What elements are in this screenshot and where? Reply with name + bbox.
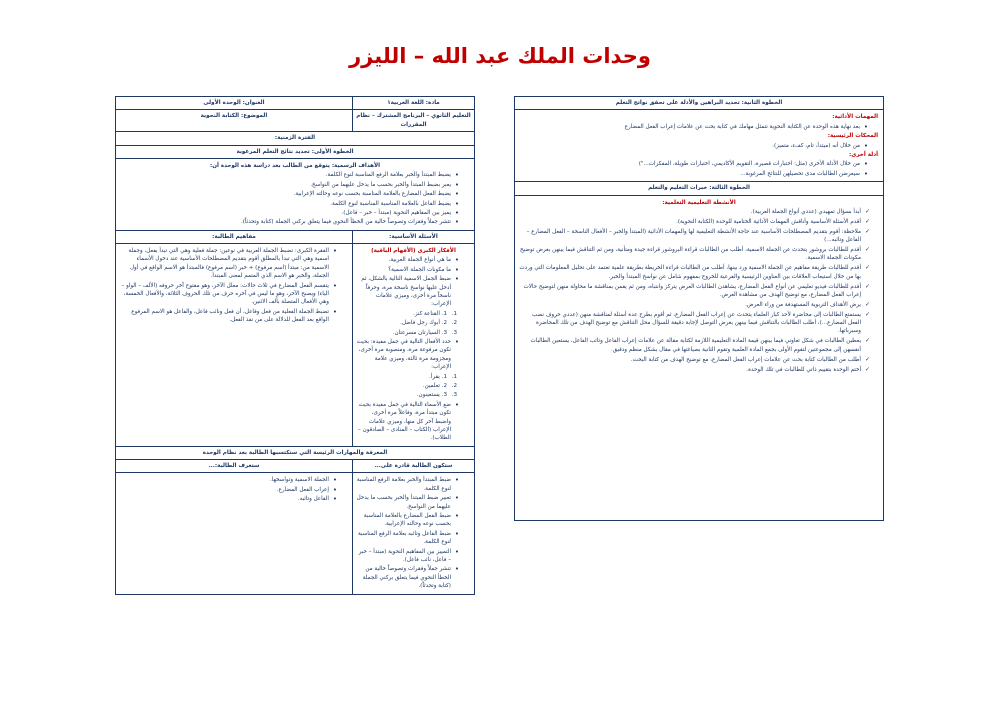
skills-header: المعرفة والمهارات الرئيسة التي ستكتسبها الطالبة بعد نظام الوحدة	[116, 446, 475, 459]
table-row	[116, 158, 475, 230]
skills-left-list	[356, 476, 459, 590]
table-row	[116, 473, 475, 594]
list-item: • يميز بين المفاهيم النحوية (مبتدأ – خبر – فاعل).	[119, 209, 459, 217]
list-item: ✓ أقدم الأسئلة الأساسية وأناقش المهمات الأدائية الختامية للوحدة (الكتابة النحوية).	[518, 218, 870, 226]
skills-right-list	[119, 476, 337, 503]
list-item: ✓ يعطين الطالبات في شكل تعاوني فيما بينهن قيمة المادة التعليمية اللازمة لكتابة مقالة عن علامات إعراب الفاعل وتائب الفاعل، يستعين الطالبات أنفسهن إلى مجموعتين لتقوم الأولى بجمع المادة العلمية وتقوم الثانية بصياغتها في مقال بشكل منظم ودقيق.	[518, 337, 870, 354]
list-item: • يضبط الفعل المضارع بالعلامة المناسبة بحسب نوعه وحالته الإعرابية.	[119, 190, 459, 198]
list-item: ✓ أبدأ بسؤال تمهيدي (عددي أنواع الجملة العربية).	[518, 208, 870, 216]
table-row	[116, 244, 475, 447]
list-item: • إعراب الفعل المضارع.	[119, 486, 337, 494]
student-concepts-list	[119, 247, 337, 325]
table-row	[515, 195, 884, 520]
table-row	[116, 145, 475, 158]
activities-header: الأنشطة التعليمية التعلمية:	[662, 199, 736, 206]
essential-questions-subheader: الأفكار الكبرى (الأفهام الباقية)	[371, 248, 456, 255]
list-item: 1. يقرأ.	[429, 373, 447, 380]
essential-questions-numbered-b	[356, 373, 457, 400]
list-item: • من خلال الأدلة الأخرى (مثل: اختبارات قصيرة، التقويم الأكاديمي، اختبارات طويلة، المفكرات...")	[518, 160, 868, 168]
table-row	[515, 110, 884, 182]
tasks-cell	[515, 110, 884, 182]
essential-questions-cell	[352, 244, 474, 447]
table-row	[515, 97, 884, 110]
list-item: • يعبر بضبط المبتدأ والخبر بحسب ما يدخل عليهما من النواسخ.	[119, 181, 459, 189]
skills-right-header: ستعرف الطالبة:...	[116, 460, 353, 473]
list-item: • الفقرة الكبرى: تضبط الجملة العربية في نوعين: جملة فعلية وهي التي تبدأ بفعل، وجملة اسمية وهي التي تبدأ بالمطلق أقوم بتقديم المصطلحات الأساسية عند دخول الأسماء الاسمية من: مبتدأ (اسم مرفوع) + خبر (اسم مرفوع) فالمبتدأ هو الاسم الواقع في أول الجملة، والخبر هو الاسم الذي المتمم لمعنى المبتدأ.	[119, 247, 337, 281]
list-item: ✓ أطلب من الطالبات كتابة بحث عن علامات إعراب الفعل المضارع، مع توضيح الهدف من كتابة البحث.	[518, 356, 870, 364]
goals-list	[119, 171, 459, 226]
goals-header: الأهداف الرسمية: يتوقع من الطالب بعد دراسة هذه الوحدة أن:	[209, 162, 381, 169]
list-item: • التمييز بين المفاهيم النحوية (مبتدأ – خبر – فاعل، نائب فاعل).	[356, 548, 459, 565]
table-row	[116, 97, 475, 110]
essential-questions-list	[356, 256, 459, 308]
subject-cell: مادة: اللغة العربية١	[352, 97, 474, 110]
list-item: 2. أبوك رجل فاضل.	[400, 320, 447, 327]
list-item: 2. تعلمين.	[422, 382, 447, 389]
list-item: ✓ يرض الأهداف التربوية المستهدفة من وراء العرض.	[518, 301, 870, 309]
list-item: • تتشر جملاً وفقرات وتصوصاً خالية من الخطأ النحوي فيما يتعلق بركني الجملة (كتابة وتحدثاً).	[119, 218, 459, 226]
essential-questions-list-2	[356, 338, 459, 372]
list-item: ✓ أقدم للطالبات فيديو تعليمي عن أنواع الفعل المضارع، يشاهدن الطالبات العرض يتركز وانتباه، ومن ثم يقمن بمناقشة ما محاولة منهن لتوضيح حالات إعراب الفعل المضارع، مع توضيح الهدف من مشاهدة العرض.	[518, 283, 870, 300]
table-row	[116, 110, 475, 132]
list-item: • يضبط الفاعل بالعلامة المناسبة المناسبة لنوع الكلمة.	[119, 200, 459, 208]
list-item: ✓ يستمتع الطالبات إلى محاضرة لأحد كبار العلماء يتحدث عن إعراب الفعل المضارع، ثم أقوم بطرح عدة أسئلة لمناقشة منهن (عددي حروف نصب الفعل المضارع...)، أطلب الطالبات بالتناقش فيما بينهن بغرض التوصل لإجابة دقيقة للسؤال محل التناقش مع توضيح الهدف من تلك المحاضرة وسبرباتها.	[518, 311, 870, 336]
list-item: • ما هي أنواع الجملة العربية.	[356, 256, 459, 264]
list-item: 3. السيارتان مسرعتان.	[392, 329, 447, 336]
list-item: • من خلال أنه (ميتدأ، تام، كفء، متميز).	[518, 142, 868, 150]
list-item: • ضبط الفاعل وتائبه بعلامة الرفع المناسبة لنوع الكلمة.	[356, 530, 459, 547]
unit-plan-table-right	[514, 96, 884, 521]
stage-cell: التعليم الثانوي – البرنامج المشترك – نظام المقررات	[352, 110, 474, 132]
step1-header: الخطوة الأولى: تحديد نتائج التعلم المرغوبة	[116, 145, 475, 158]
list-item: • الفاعل وتائبه.	[119, 495, 337, 503]
page-title: وحدات الملك عبد الله – الليزر	[349, 44, 651, 68]
list-item: ✓ أقدم للطالبات طريقة مفاهيم عن الجملة الاسمية ورد بينها، أطلب من الطالبات قراءة الخريطة بطريقة علمية تعتمد على تحليل المعلومات التي وردت بها من خلال استيعاب العلاقات بين العناوين الرئيسية والفرعية للخروج بمفهوم شامل عن نواسخ المبتدأ والخبر.	[518, 264, 870, 281]
evidence-header: المحكات الرئيسية:	[827, 133, 878, 140]
unit-cell: العنوان: الوحدة الأولى	[116, 97, 353, 110]
list-item: • يضبط المبتدأ والخبر بعلامة الرفع المناسبة لنوع الكلمة.	[119, 171, 459, 179]
skills-left-cell	[352, 473, 474, 594]
list-item: 1. القناعة كنز.	[413, 310, 447, 317]
essential-questions-numbered-a	[356, 310, 457, 337]
list-item: • الجملة الاسمية وتواسخها.	[119, 476, 337, 484]
student-concepts-cell	[116, 244, 353, 447]
goals-cell	[116, 158, 475, 230]
list-item: ✓ أقدم للطالبات بروشور يتحدث عن الجملة الاسمية، أطلب من الطالبات قراءة البروشور قراءة جيدة ومتأنية، ومن ثم التناقش فيما بينهن بغرض توضيح مكونات الجملة الاسمية.	[518, 246, 870, 263]
step3-header: الخطوة الثالثة: خبرات التعليم والتعلم	[515, 182, 884, 195]
list-item: • ضع الأسماء التالية في جمل مفيدة بحيث تكون مبتدأ مرة، وفاعلاً مرة أخرى، واضبط آخر كل منها، وميزي علامات الإعراب (الكتاب – المنادى – الصادقون – الطلاب).	[356, 401, 459, 443]
skills-right-cell	[116, 473, 353, 594]
list-item: • ما مكونات الجملة الاسمية؟	[356, 266, 459, 274]
other-evidence-list	[518, 160, 868, 178]
period-cell: الفترة الزمنية:	[116, 132, 475, 145]
evidence-list	[518, 142, 868, 150]
list-item: • حدد الأفعال التالية في جمل مفيدة: بحيث تكون مرفوعة مرة، ومنصوبة مرة أخرى، ومجزومة مرة ثالثة، وميزي علامة الإعراب:	[356, 338, 459, 372]
list-item: 3. يستعينون.	[416, 392, 447, 399]
list-item: ✓ أختم الوحدة بتقييم ذاتي للطالبات في تلك الوحدة.	[518, 366, 870, 374]
list-item: • تعبير ضبط المبتدأ والخبر بحسب ما يدخل عليهما من النواسخ.	[356, 494, 459, 511]
list-item: • سيعرضن الطالبات مدى تحصيلهن للنتائج المرغوبة...	[518, 170, 868, 178]
list-item: • ضبط الفعل المضارع بالعلامة المناسبة بحسب نوعه وحالته الإعرابية.	[356, 512, 459, 529]
list-item: • يتقسم الفعل المضارع في ثلاث حالات: معلل الآخر، وهو مفتوح آخر حروفه (الألف – الواو – الياء) ويصبح الآخر، وهو ما ليس في آخره حرف من تلك الحروف الثلاثة، والأفعال الخمسة، وهي الأفعال المتصلة بألف الاثنين.	[119, 282, 337, 307]
list-item: • ضبط الجمل الاسمية التالية بالشكل، ثم أدخل عليها نواسخ ناسخة مرة، وحرفاً ناسخاً مرة أخرى، وميزي علامات الإعراب:	[356, 275, 459, 309]
activities-list	[518, 208, 870, 374]
skills-left-header: ستكون الطالبة قادرة على...	[352, 460, 474, 473]
tasks-header: المهمات الأدائية:	[832, 114, 878, 121]
table-row	[515, 182, 884, 195]
list-item: ✓ ملاحظة: أقوم بتقديم المصطلحات الأساسية عند حاجة الأنشطة التعليمية لها والمهمات الأدائية (المبتدأ والخبر – الأفعال الناسخة – الفعل المضارع – الفاعل وتائبه...)	[518, 228, 870, 245]
topic-cell: الموضوع: الكتابة النحوية	[116, 110, 353, 132]
other-evidence-header: أدلة أخرى:	[848, 151, 878, 158]
unit-plan-table-left	[115, 96, 475, 595]
step2-header: الخطوة الثانية: تحديد البراهين والأدلة على تحقق نواتج التعلم	[515, 97, 884, 110]
list-item: • بعد نهاية هذه الوحدة عن الكتابة النحوية تتمثل مهامك في كتابة بحث عن علامات إعراب الفعل المضارع	[518, 123, 868, 131]
table-row	[116, 230, 475, 243]
essential-questions-header: الأسئلة الأساسية:	[352, 230, 474, 243]
list-item: • تضبط الجملة الفعلية من فعل وفاعل، أن فعل ونائب فاعل، والفاعل هو الاسم المرفوع الواقع بعد الفعل للدلالة على من نفذ الفعل.	[119, 308, 337, 325]
tasks-list	[518, 123, 868, 131]
list-item: • تنشر جملاً وفقرات وتصوصاً خالية من الخطأ النحوي فيما يتعلق بركني الجملة (كتابة وتحدثاً).	[356, 565, 459, 590]
student-concepts-header: مفاهيم الطالبة:	[116, 230, 353, 243]
essential-questions-list-3	[356, 401, 459, 443]
activities-cell	[515, 195, 884, 520]
list-item: • ضبط المبتدأ والخبر بعلامة الرفع المناسبة لنوع الكلمة.	[356, 476, 459, 493]
table-row	[116, 132, 475, 145]
table-row	[116, 446, 475, 459]
table-row	[116, 460, 475, 473]
